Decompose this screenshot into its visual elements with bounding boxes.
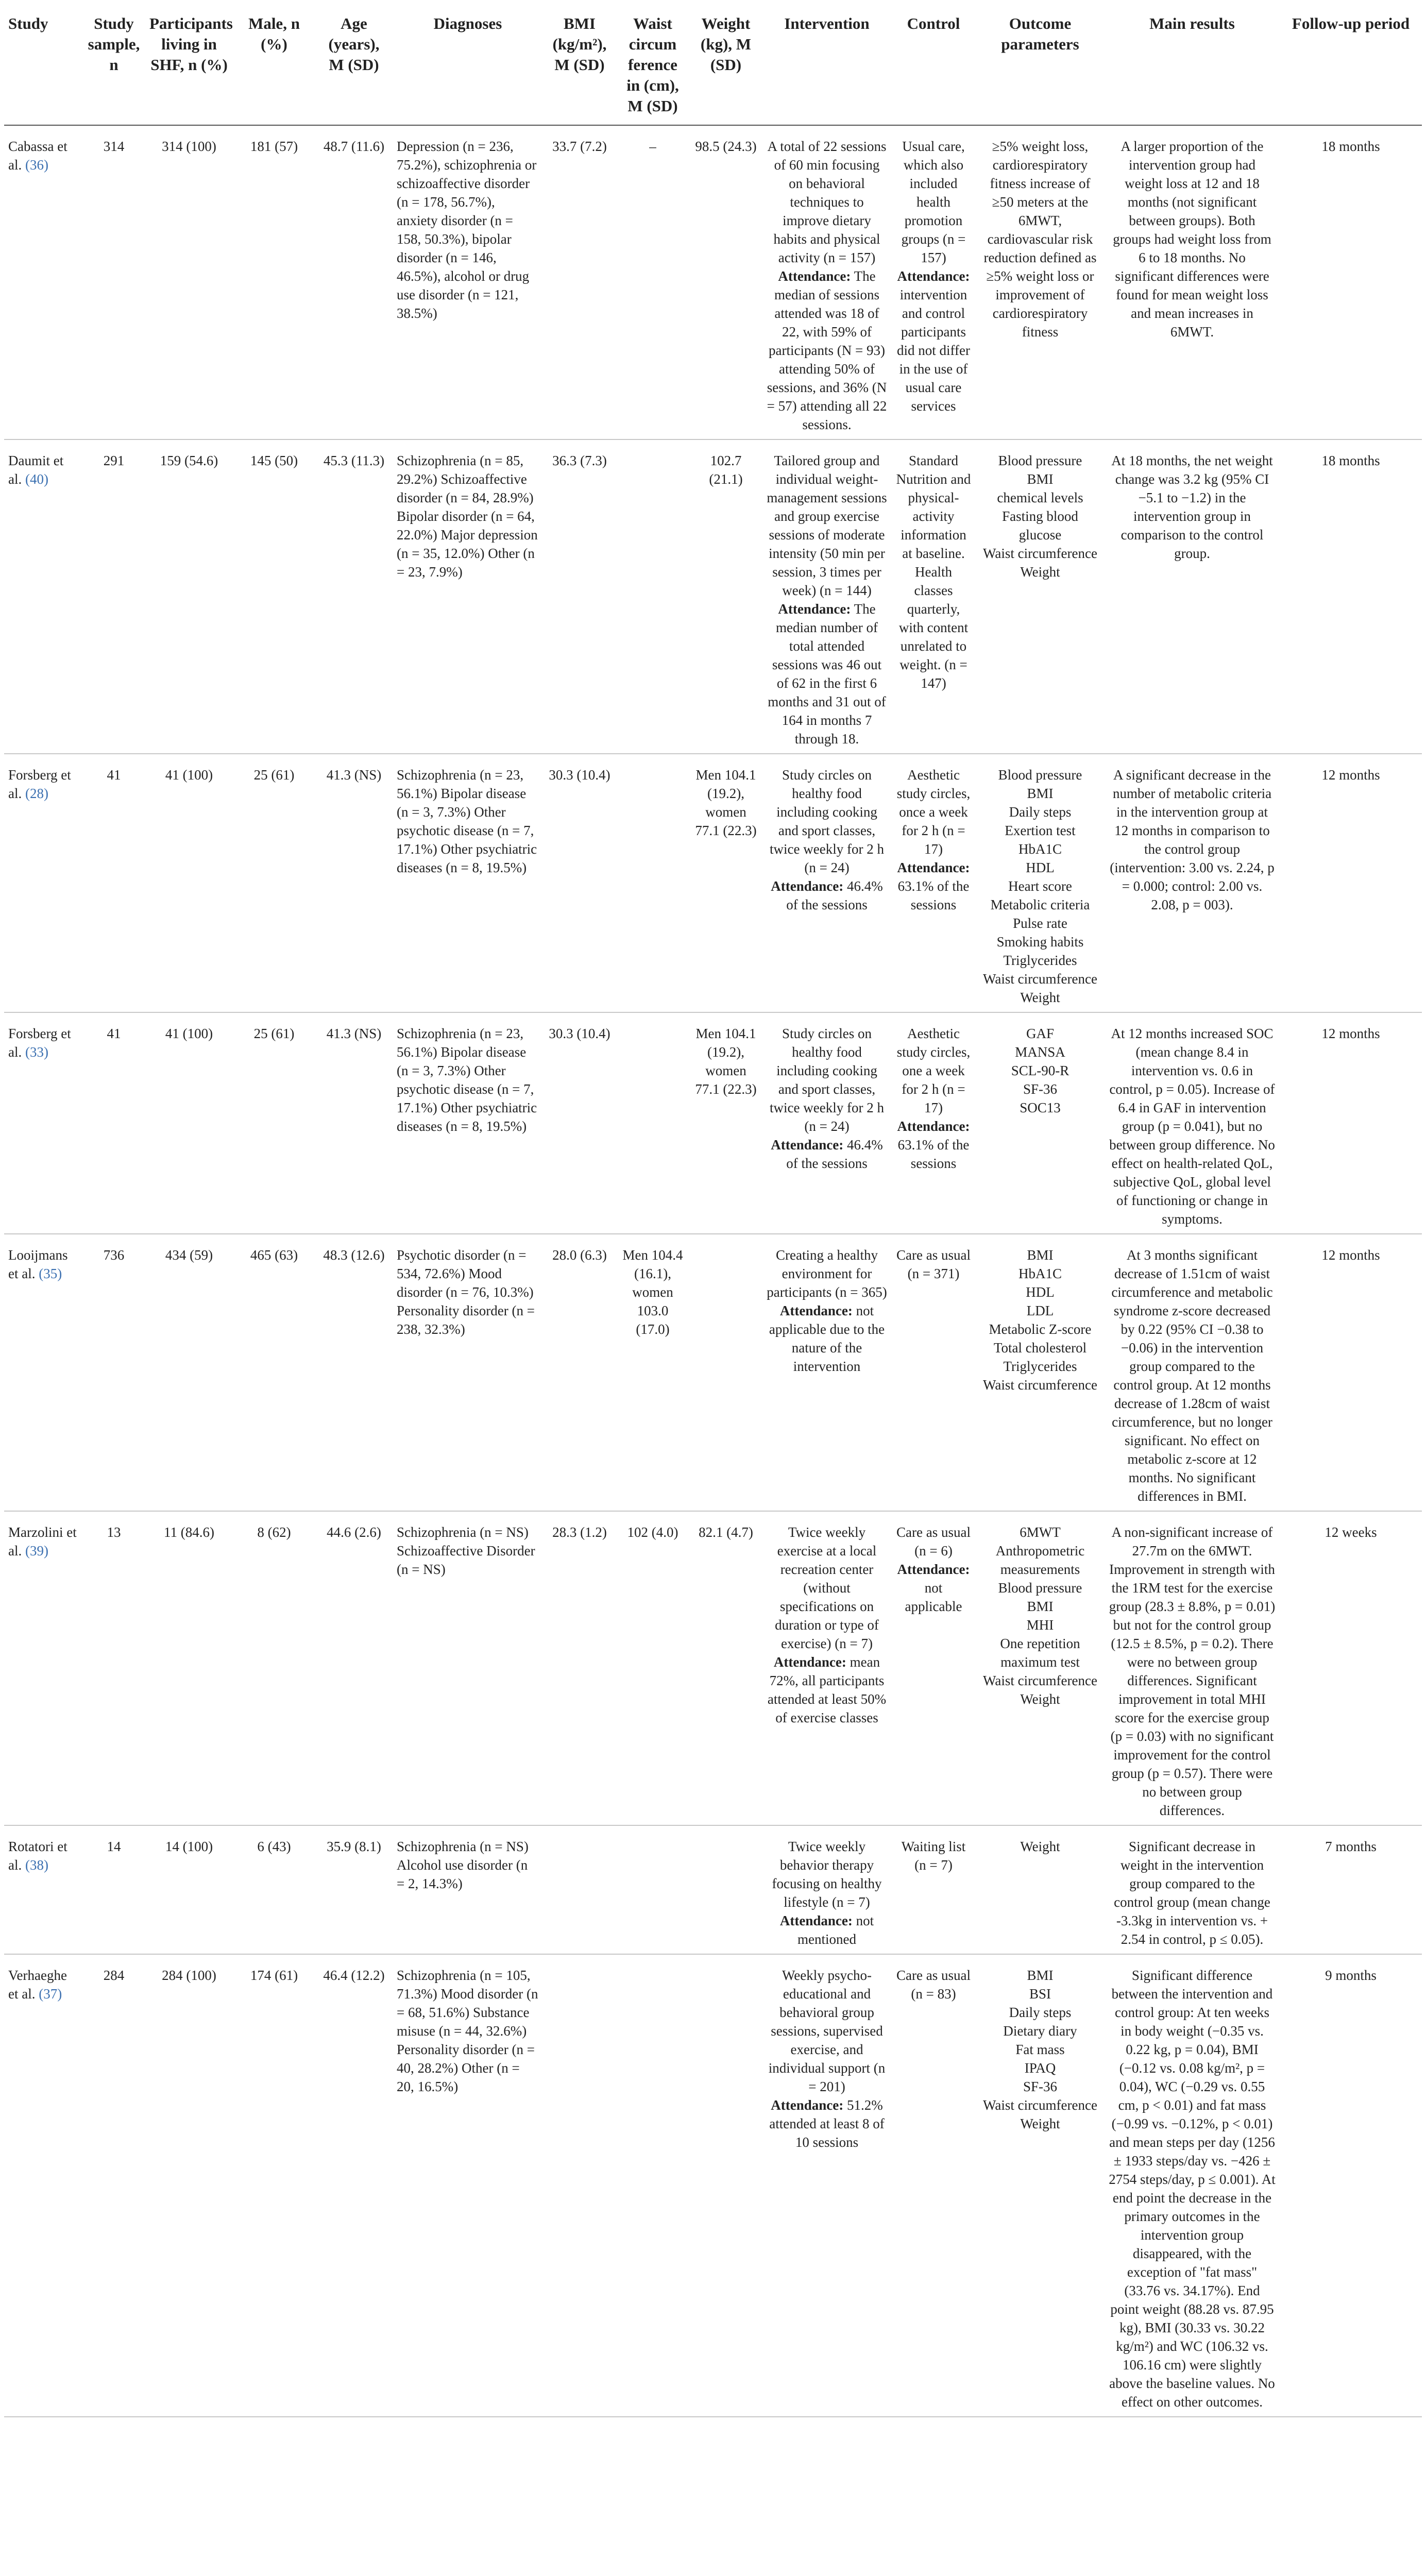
cell-bmi: 36.3 (7.3)	[543, 439, 616, 754]
cell-waist: 102 (4.0)	[616, 1511, 689, 1825]
cell-followup: 12 weeks	[1280, 1511, 1422, 1825]
cell-control	[891, 1012, 976, 1234]
study-reference-link[interactable]: (35)	[39, 1266, 62, 1281]
intervention-text: Creating a healthy environment for participants (n = 365)	[767, 1247, 887, 1300]
outcome-parameter: Fasting blood glucose	[1002, 509, 1078, 543]
col-header-male: Male, n (%)	[233, 0, 315, 125]
cell-outcome	[976, 1234, 1105, 1511]
control-text: Care as usual (n = 6)	[896, 1524, 971, 1558]
cell-weight: 102.7 (21.1)	[689, 439, 762, 754]
cell-results: A larger proportion of the intervention group had weight loss at 12 and 18 months (not significant between groups). Both groups had weight loss from 6 to 18 months. No significant differences were found for mean weight loss and mean increases in 6MWT.	[1105, 125, 1280, 439]
attendance-label: Attendance:	[773, 1654, 846, 1670]
outcome-parameter: Dietary diary	[1003, 2023, 1077, 2039]
outcome-parameter: Daily steps	[1009, 2005, 1072, 2020]
cell-participants: 14 (100)	[145, 1825, 233, 1954]
col-header-study: Study	[4, 0, 82, 125]
attendance-label: Attendance:	[771, 2097, 844, 2113]
outcome-parameter: Pulse rate	[1013, 916, 1067, 931]
table-row	[4, 439, 1422, 754]
cell-waist	[616, 1954, 689, 2417]
cell-intervention	[762, 754, 891, 1012]
cell-followup: 12 months	[1280, 754, 1422, 1012]
control-attendance-text: intervention and control participants did not differ in the use of usual care services	[897, 287, 970, 414]
cell-sample: 41	[82, 754, 145, 1012]
header-row	[4, 0, 1422, 125]
attendance-text: The median number of total attended sessions was 46 out of 62 in the first 6 months and 31 out of 164 in months 7 through 18.	[768, 601, 886, 747]
cell-intervention	[762, 1012, 891, 1234]
outcome-parameter: Metabolic criteria	[990, 897, 1090, 912]
control-text: Standard Nutrition and physical-activity information at baseline. Health classes quarterly, with content unrelated to weight. (n = 147)	[896, 453, 971, 691]
control-attendance-text: not applicable	[905, 1580, 962, 1614]
table-row	[4, 1012, 1422, 1234]
control-attendance-label: Attendance:	[897, 1562, 970, 1577]
study-reference-link[interactable]: (33)	[25, 1044, 48, 1060]
outcome-parameter: HDL	[1026, 1284, 1055, 1300]
control-text: Aesthetic study circles, one a week for 2 h (n = 17)	[896, 1026, 971, 1115]
control-text: Care as usual (n = 83)	[896, 1968, 971, 2002]
cell-results: At 18 months, the net weight change was 3.2 kg (95% CI −5.1 to −1.2) in the intervention group in comparison to the control group.	[1105, 439, 1280, 754]
cell-age: 35.9 (8.1)	[315, 1825, 393, 1954]
table-body	[4, 125, 1422, 2417]
study-reference-link[interactable]: (28)	[25, 786, 48, 801]
attendance-label: Attendance:	[771, 878, 844, 894]
cell-age: 41.3 (NS)	[315, 1012, 393, 1234]
cell-male: 25 (61)	[233, 754, 315, 1012]
control-text: Waiting list (n = 7)	[901, 1839, 966, 1873]
outcome-parameter: chemical levels	[997, 490, 1083, 505]
cell-followup: 12 months	[1280, 1234, 1422, 1511]
study-name: Marzolini et al.	[8, 1524, 77, 1558]
outcome-parameter: 6MWT	[1020, 1524, 1061, 1540]
cell-control	[891, 439, 976, 754]
cell-bmi	[543, 1954, 616, 2417]
outcome-parameter: Weight	[1020, 1839, 1060, 1854]
cell-waist	[616, 1825, 689, 1954]
cell-sample: 291	[82, 439, 145, 754]
col-header-diagnoses: Diagnoses	[393, 0, 543, 125]
cell-weight: Men 104.1 (19.2), women 77.1 (22.3)	[689, 1012, 762, 1234]
cell-intervention	[762, 1234, 891, 1511]
cell-age: 41.3 (NS)	[315, 754, 393, 1012]
outcome-parameter: SCL-90-R	[1011, 1063, 1070, 1078]
cell-results: At 12 months increased SOC (mean change 8.4 in intervention vs. 0.6 in control, p = 0.05). Increase of 6.4 in GAF in intervention group (p = 0.041), but no between group difference. No effect on health-related QoL, subjective QoL, global level of functioning or change in symptoms.	[1105, 1012, 1280, 1234]
col-header-waist: Waist circum ference in (cm), M (SD)	[616, 0, 689, 125]
cell-male: 145 (50)	[233, 439, 315, 754]
cell-results: A significant decrease in the number of metabolic criteria in the intervention group at 12 months in comparison to the control group (intervention: 3.00 vs. 2.24, p = 0.000; control: 2.00 vs. 2.08, p = 003).	[1105, 754, 1280, 1012]
cell-outcome	[976, 439, 1105, 754]
cell-participants: 41 (100)	[145, 1012, 233, 1234]
cell-followup: 18 months	[1280, 125, 1422, 439]
cell-intervention	[762, 1511, 891, 1825]
cell-study	[4, 1954, 82, 2417]
cell-male: 6 (43)	[233, 1825, 315, 1954]
cell-weight: 82.1 (4.7)	[689, 1511, 762, 1825]
cell-waist: –	[616, 125, 689, 439]
outcome-parameter: BMI	[1027, 786, 1054, 801]
col-header-sample: Study sample, n	[82, 0, 145, 125]
intervention-text: Twice weekly behavior therapy focusing on healthy lifestyle (n = 7)	[772, 1839, 882, 1910]
cell-sample: 314	[82, 125, 145, 439]
cell-control	[891, 1825, 976, 1954]
col-header-results: Main results	[1105, 0, 1280, 125]
attendance-text: 51.2% attended at least 8 of 10 sessions	[769, 2097, 885, 2150]
cell-male: 174 (61)	[233, 1954, 315, 2417]
cell-waist	[616, 1012, 689, 1234]
outcome-parameter: One repetition maximum test	[1000, 1636, 1080, 1670]
attendance-text: not mentioned	[797, 1913, 874, 1947]
outcome-parameter: Metabolic Z-score	[989, 1321, 1092, 1337]
intervention-text: Study circles on healthy food including cooking and sport classes, twice weekly for 2 h (n = 24)	[770, 767, 884, 875]
col-header-weight: Weight (kg), M (SD)	[689, 0, 762, 125]
intervention-text: A total of 22 sessions of 60 min focusing on behavioral techniques to improve dietary habits and physical activity (n = 157)	[767, 139, 887, 265]
outcome-parameter: HDL	[1026, 860, 1055, 875]
cell-control	[891, 1511, 976, 1825]
study-name: Daumit et al.	[8, 453, 64, 487]
control-attendance-text: 63.1% of the sessions	[897, 878, 970, 912]
cell-weight	[689, 1825, 762, 1954]
cell-followup: 7 months	[1280, 1825, 1422, 1954]
cell-outcome	[976, 1511, 1105, 1825]
outcome-parameter: Waist circumference	[983, 2097, 1097, 2113]
attendance-text: 46.4% of the sessions	[786, 1137, 883, 1171]
cell-outcome	[976, 754, 1105, 1012]
attendance-label: Attendance:	[778, 601, 851, 617]
cell-age: 46.4 (12.2)	[315, 1954, 393, 2417]
outcome-parameter: Blood pressure	[998, 453, 1082, 468]
cell-diagnoses: Schizophrenia (n = 85, 29.2%) Schizoaffective disorder (n = 84, 28.9%) Bipolar disorder (n = 64, 22.0%) Major depression (n = 35, 12.0%) Other (n = 23, 7.9%)	[393, 439, 543, 754]
cell-control	[891, 754, 976, 1012]
study-name: Forsberg et al.	[8, 767, 71, 801]
outcome-parameter: Heart score	[1008, 878, 1072, 894]
cell-participants: 11 (84.6)	[145, 1511, 233, 1825]
table-row	[4, 754, 1422, 1012]
cell-weight	[689, 1954, 762, 2417]
cell-outcome	[976, 1012, 1105, 1234]
outcome-parameter: Exertion test	[1005, 823, 1076, 838]
cell-bmi: 33.7 (7.2)	[543, 125, 616, 439]
control-text: Usual care, which also included health promotion groups (n = 157)	[901, 139, 966, 265]
attendance-text: 46.4% of the sessions	[786, 878, 883, 912]
outcome-parameter: ≥5% weight loss, cardiorespiratory fitness increase of ≥50 meters at the 6MWT, cardiovascular risk reduction defined as ≥5% weight loss or improvement of cardiorespiratory fitness	[983, 139, 1097, 340]
cell-participants: 314 (100)	[145, 125, 233, 439]
outcome-parameter: Daily steps	[1009, 804, 1072, 820]
cell-outcome	[976, 1825, 1105, 1954]
cell-outcome	[976, 125, 1105, 439]
attendance-label: Attendance:	[778, 268, 851, 284]
cell-study	[4, 1825, 82, 1954]
study-name: Looijmans et al.	[8, 1247, 68, 1281]
cell-control	[891, 1954, 976, 2417]
cell-study	[4, 1012, 82, 1234]
attendance-label: Attendance:	[779, 1913, 853, 1928]
cell-waist	[616, 439, 689, 754]
table-row	[4, 1825, 1422, 1954]
cell-sample: 736	[82, 1234, 145, 1511]
cell-weight	[689, 1234, 762, 1511]
cell-study	[4, 754, 82, 1012]
outcome-parameter: BSI	[1029, 1986, 1051, 2002]
outcome-parameter: HbA1C	[1018, 841, 1062, 857]
outcome-parameter: Weight	[1020, 564, 1060, 580]
col-header-age: Age (years), M (SD)	[315, 0, 393, 125]
study-name: Verhaeghe et al.	[8, 1968, 67, 2002]
outcome-parameter: Anthropometric measurements	[995, 1543, 1085, 1577]
intervention-text: Twice weekly exercise at a local recreation center (without specifications on duration or type of exercise) (n = 7)	[775, 1524, 879, 1651]
attendance-label: Attendance:	[771, 1137, 844, 1153]
cell-diagnoses: Schizophrenia (n = 23, 56.1%) Bipolar disease (n = 3, 7.3%) Other psychotic disease (n = 7, 17.1%) Other psychiatric diseases (n = 8, 19.5%)	[393, 754, 543, 1012]
cell-sample: 14	[82, 1825, 145, 1954]
intervention-text: Tailored group and individual weight-management sessions and group exercise sessions of moderate intensity (50 min per session, 3 times per week) (n = 144)	[767, 453, 887, 598]
control-attendance-label: Attendance:	[897, 268, 970, 284]
cell-results: Significant decrease in weight in the intervention group compared to the control group (mean change -3.3kg in intervention vs. + 2.54 in control, p ≤ 0.05).	[1105, 1825, 1280, 1954]
study-reference-link[interactable]: (40)	[25, 471, 48, 487]
outcome-parameter: Triglycerides	[1003, 953, 1077, 968]
control-text: Care as usual (n = 371)	[896, 1247, 971, 1281]
table-row	[4, 125, 1422, 439]
outcome-parameter: LDL	[1026, 1303, 1054, 1318]
table-row	[4, 1954, 1422, 2417]
outcome-parameter: BMI	[1027, 1968, 1054, 1983]
col-header-control: Control	[891, 0, 976, 125]
cell-outcome	[976, 1954, 1105, 2417]
attendance-text: not applicable due to the nature of the intervention	[769, 1303, 885, 1374]
cell-male: 25 (61)	[233, 1012, 315, 1234]
cell-age: 44.6 (2.6)	[315, 1511, 393, 1825]
outcome-parameter: Smoking habits	[996, 934, 1084, 950]
cell-participants: 284 (100)	[145, 1954, 233, 2417]
table-row	[4, 1511, 1422, 1825]
outcome-parameter: MANSA	[1015, 1044, 1065, 1060]
cell-diagnoses: Schizophrenia (n = NS) Alcohol use disorder (n = 2, 14.3%)	[393, 1825, 543, 1954]
outcome-parameter: BMI	[1027, 471, 1054, 487]
col-header-followup: Follow-up period	[1280, 0, 1422, 125]
outcome-parameter: Total cholesterol	[993, 1340, 1087, 1355]
outcome-parameter: MHI	[1026, 1617, 1054, 1633]
cell-weight: 98.5 (24.3)	[689, 125, 762, 439]
cell-bmi	[543, 1825, 616, 1954]
cell-results: At 3 months significant decrease of 1.51cm of waist circumference and metabolic syndrome z-score decreased by 0.22 (95% CI −0.38 to −0.06) in the intervention group compared to the control group. At 12 months decrease of 1.28cm of waist circumference, but no longer significant. No effect on metabolic z-score at 12 months. No significant differences in BMI.	[1105, 1234, 1280, 1511]
table-row	[4, 1234, 1422, 1511]
cell-participants: 434 (59)	[145, 1234, 233, 1511]
cell-bmi: 28.3 (1.2)	[543, 1511, 616, 1825]
outcome-parameter: Waist circumference	[983, 971, 1097, 987]
study-reference-link[interactable]: (36)	[25, 157, 48, 173]
cell-waist	[616, 754, 689, 1012]
cell-bmi: 30.3 (10.4)	[543, 754, 616, 1012]
cell-bmi: 28.0 (6.3)	[543, 1234, 616, 1511]
outcome-parameter: Weight	[1020, 990, 1060, 1005]
cell-study	[4, 1234, 82, 1511]
cell-participants: 41 (100)	[145, 754, 233, 1012]
study-name: Rotatori et al.	[8, 1839, 67, 1873]
cell-sample: 41	[82, 1012, 145, 1234]
outcome-parameter: Weight	[1020, 1691, 1060, 1707]
cell-male: 8 (62)	[233, 1511, 315, 1825]
cell-study	[4, 125, 82, 439]
col-header-participants: Participants living in SHF, n (%)	[145, 0, 233, 125]
col-header-outcome: Outcome parameters	[976, 0, 1105, 125]
intervention-text: Weekly psycho-educational and behavioral group sessions, supervised exercise, and individual support (n = 201)	[768, 1968, 886, 2094]
cell-bmi: 30.3 (10.4)	[543, 1012, 616, 1234]
cell-male: 465 (63)	[233, 1234, 315, 1511]
cell-diagnoses: Psychotic disorder (n = 534, 72.6%) Mood disorder (n = 76, 10.3%) Personality disorder (n = 238, 32.3%)	[393, 1234, 543, 1511]
col-header-intervention: Intervention	[762, 0, 891, 125]
cell-intervention	[762, 125, 891, 439]
cell-sample: 284	[82, 1954, 145, 2417]
outcome-parameter: SF-36	[1023, 2079, 1058, 2094]
cell-study	[4, 1511, 82, 1825]
cell-followup: 9 months	[1280, 1954, 1422, 2417]
study-reference-link[interactable]: (38)	[25, 1857, 48, 1873]
outcome-parameter: Triglycerides	[1003, 1359, 1077, 1374]
cell-followup: 18 months	[1280, 439, 1422, 754]
outcome-parameter: Waist circumference	[983, 1673, 1097, 1688]
study-reference-link[interactable]: (39)	[25, 1543, 48, 1558]
outcome-parameter: Waist circumference	[983, 546, 1097, 561]
cell-followup: 12 months	[1280, 1012, 1422, 1234]
outcome-parameter: BMI	[1027, 1247, 1054, 1263]
cell-study	[4, 439, 82, 754]
cell-intervention	[762, 439, 891, 754]
control-text: Aesthetic study circles, once a week for 2 h (n = 17)	[896, 767, 971, 857]
outcome-parameter: Blood pressure	[998, 1580, 1082, 1596]
cell-participants: 159 (54.6)	[145, 439, 233, 754]
study-reference-link[interactable]: (37)	[39, 1986, 62, 2002]
cell-diagnoses: Schizophrenia (n = 105, 71.3%) Mood disorder (n = 68, 51.6%) Substance misuse (n = 44, 32.6%) Personality disorder (n = 40, 28.2%) Other (n = 20, 16.5%)	[393, 1954, 543, 2417]
intervention-text: Study circles on healthy food including cooking and sport classes, twice weekly for 2 h (n = 24)	[770, 1026, 884, 1134]
control-attendance-label: Attendance:	[897, 1118, 970, 1134]
cell-results: A non-significant increase of 27.7m on the 6MWT. Improvement in strength with the 1RM test for the exercise group (28.3 ± 8.8%, p = 0.01) but not for the control group (12.5 ± 8.5%, p = 0.2). There were no between group differences. Significant improvement in total MHI score for the exercise group (p = 0.03) with no significant improvement for the control group (p = 0.57). There were no between group differences.	[1105, 1511, 1280, 1825]
outcome-parameter: HbA1C	[1018, 1266, 1062, 1281]
control-attendance-label: Attendance:	[897, 860, 970, 875]
cell-results: Significant difference between the intervention and control group: At ten weeks in body weight (−0.35 vs. 0.22 kg, p = 0.04), BMI (−0.12 vs. 0.08 kg/m², p = 0.04), WC (−0.29 vs. 0.55 cm, p < 0.01) and fat mass (−0.99 vs. −0.12%, p < 0.01) and mean steps per day (1256 ± 1933 steps/day vs. −426 ± 2754 steps/day, p ≤ 0.001). At end point the decrease in the primary outcomes in the intervention group disappeared, with the exception of "fat mass" (33.76 vs. 34.17%). End point weight (88.28 vs. 87.95 kg), BMI (30.33 vs. 30.22 kg/m²) and WC (106.32 vs. 106.16 cm) were slightly above the baseline values. No effect on other outcomes.	[1105, 1954, 1280, 2417]
cell-age: 48.7 (11.6)	[315, 125, 393, 439]
cell-age: 48.3 (12.6)	[315, 1234, 393, 1511]
outcome-parameter: SOC13	[1020, 1100, 1061, 1115]
cell-diagnoses: Depression (n = 236, 75.2%), schizophrenia or schizoaffective disorder (n = 178, 56.7%), anxiety disorder (n = 158, 50.3%), bipolar disorder (n = 146, 46.5%), alcohol or drug use disorder (n = 121, 38.5%)	[393, 125, 543, 439]
studies-table	[4, 0, 1422, 2417]
cell-intervention	[762, 1825, 891, 1954]
control-attendance-text: 63.1% of the sessions	[897, 1137, 970, 1171]
cell-age: 45.3 (11.3)	[315, 439, 393, 754]
cell-weight: Men 104.1 (19.2), women 77.1 (22.3)	[689, 754, 762, 1012]
cell-control	[891, 125, 976, 439]
attendance-label: Attendance:	[779, 1303, 853, 1318]
attendance-text: mean 72%, all participants attended at least 50% of exercise classes	[767, 1654, 887, 1725]
outcome-parameter: GAF	[1026, 1026, 1054, 1041]
cell-sample: 13	[82, 1511, 145, 1825]
outcome-parameter: Waist circumference	[983, 1377, 1097, 1393]
cell-control	[891, 1234, 976, 1511]
outcome-parameter: BMI	[1027, 1599, 1054, 1614]
outcome-parameter: IPAQ	[1024, 2060, 1056, 2076]
attendance-text: The median of sessions attended was 18 of 22, with 59% of participants (N = 93) attending 50% of sessions, and 36% (N = 57) attending all 22 sessions.	[767, 268, 887, 432]
outcome-parameter: SF-36	[1023, 1081, 1058, 1097]
study-name: Cabassa et al.	[8, 139, 67, 173]
cell-male: 181 (57)	[233, 125, 315, 439]
col-header-bmi: BMI (kg/m²), M (SD)	[543, 0, 616, 125]
outcome-parameter: Fat mass	[1015, 2042, 1065, 2057]
study-name: Forsberg et al.	[8, 1026, 71, 1060]
cell-waist: Men 104.4 (16.1), women 103.0 (17.0)	[616, 1234, 689, 1511]
cell-diagnoses: Schizophrenia (n = 23, 56.1%) Bipolar disease (n = 3, 7.3%) Other psychotic disease (n = 7, 17.1%) Other psychiatric diseases (n = 8, 19.5%)	[393, 1012, 543, 1234]
outcome-parameter: Blood pressure	[998, 767, 1082, 783]
cell-diagnoses: Schizophrenia (n = NS) Schizoaffective Disorder (n = NS)	[393, 1511, 543, 1825]
cell-intervention	[762, 1954, 891, 2417]
outcome-parameter: Weight	[1020, 2116, 1060, 2131]
